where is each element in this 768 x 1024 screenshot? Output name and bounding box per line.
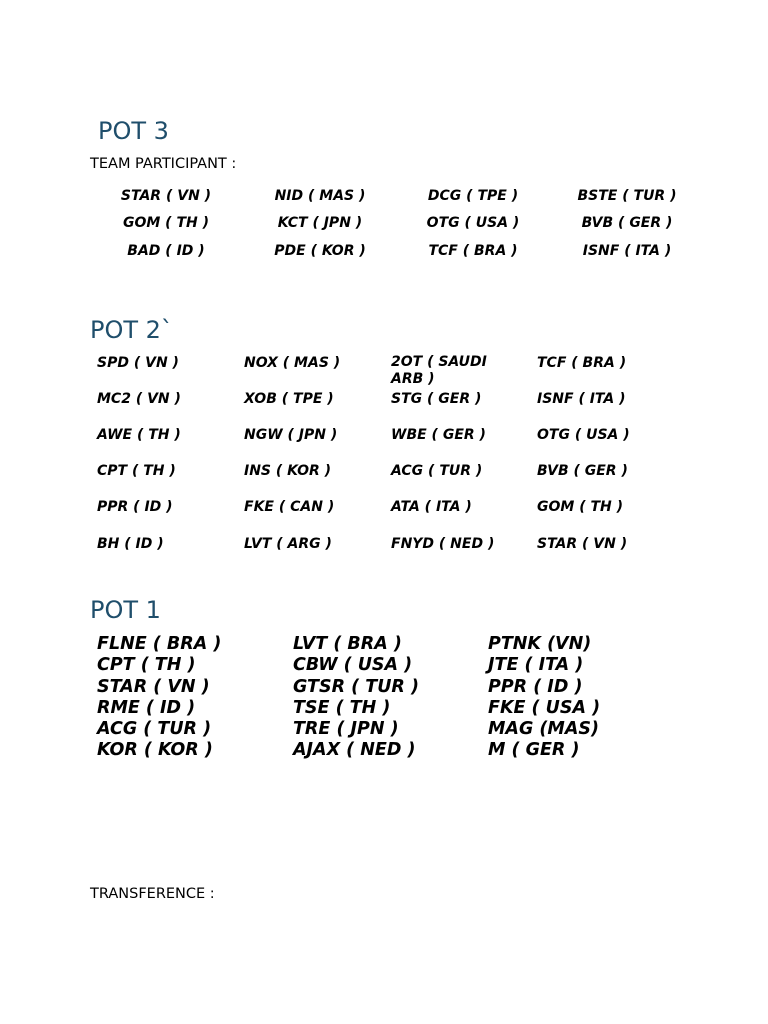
pot1-team: KOR ( KOR ): [97, 740, 213, 760]
pot2-team: STAR ( VN ): [537, 536, 628, 552]
pot1-team: RME ( ID ): [97, 698, 196, 718]
pot2-team: ACG ( TUR ): [391, 463, 483, 479]
pot1-team: MAG (MAS): [488, 719, 599, 739]
pot1-team: LVT ( BRA ): [293, 634, 402, 654]
pot2-team: NGW ( JPN ): [244, 427, 338, 443]
pot1-team: ACG ( TUR ): [97, 719, 212, 739]
team-participant-label: TEAM PARTICIPANT :: [90, 156, 237, 172]
pot3-team: GOM ( TH ): [122, 215, 209, 231]
pot2-team: GOM ( TH ): [537, 499, 624, 515]
pot2-team: 2OT ( SAUDI ARB ): [391, 354, 487, 387]
pot2-team: STG ( GER ): [391, 391, 482, 407]
pot2-team: LVT ( ARG ): [244, 536, 332, 552]
pot1-team: AJAX ( NED ): [293, 740, 416, 760]
pot2-team: ISNF ( ITA ): [537, 391, 626, 407]
pot3-team: OTG ( USA ): [426, 215, 520, 231]
pot1-team: PPR ( ID ): [488, 677, 583, 697]
pot2-team: SPD ( VN ): [97, 355, 179, 371]
pot2-team: WBE ( GER ): [391, 427, 486, 443]
pot2-team: INS ( KOR ): [244, 463, 332, 479]
pot1-team: FKE ( USA ): [488, 698, 601, 718]
pot2-team: AWE ( TH ): [97, 427, 181, 443]
pot3-team: STAR ( VN ): [120, 188, 212, 204]
pot3-team: KCT ( JPN ): [277, 215, 363, 231]
pot3-team: PDE ( KOR ): [274, 243, 366, 259]
pot1-team: GTSR ( TUR ): [293, 677, 419, 697]
transference-label: TRANSFERENCE :: [90, 886, 215, 902]
pot1-team: FLNE ( BRA ): [97, 634, 222, 654]
pot2-team: NOX ( MAS ): [244, 355, 341, 371]
pot3-team: BSTE ( TUR ): [577, 188, 677, 204]
pot3-team: DCG ( TPE ): [427, 188, 519, 204]
pot1-team: CPT ( TH ): [97, 655, 196, 675]
pot1-team: M ( GER ): [488, 740, 580, 760]
pot1-team: STAR ( VN ): [97, 677, 210, 697]
pot2-team: CPT ( TH ): [97, 463, 176, 479]
pot2-team: TCF ( BRA ): [537, 355, 627, 371]
pot1-title: POT 1: [90, 596, 161, 624]
pot1-team: TSE ( TH ): [293, 698, 391, 718]
pot2-team: XOB ( TPE ): [244, 391, 334, 407]
pot3-team: BAD ( ID ): [127, 243, 205, 259]
pot1-team: PTNK (VN): [488, 634, 592, 654]
pot2-team: BH ( ID ): [97, 536, 164, 552]
pot3-team: BVB ( GER ): [581, 215, 673, 231]
pot2-team: ATA ( ITA ): [391, 499, 472, 515]
pot1-team: TRE ( JPN ): [293, 719, 399, 739]
pot1-team: JTE ( ITA ): [488, 655, 584, 675]
pot2-team: BVB ( GER ): [537, 463, 628, 479]
pot3-title: POT 3: [98, 117, 169, 145]
pot2-team: PPR ( ID ): [97, 499, 173, 515]
pot3-team: ISNF ( ITA ): [582, 243, 672, 259]
pot2-team: FNYD ( NED ): [391, 536, 495, 552]
pot2-team: OTG ( USA ): [537, 427, 630, 443]
pot3-team: TCF ( BRA ): [428, 243, 518, 259]
pot2-team: FKE ( CAN ): [244, 499, 335, 515]
pot2-title: POT 2`: [90, 316, 173, 344]
pot3-team: NID ( MAS ): [274, 188, 366, 204]
pot2-team: MC2 ( VN ): [97, 391, 181, 407]
pot1-team: CBW ( USA ): [293, 655, 413, 675]
